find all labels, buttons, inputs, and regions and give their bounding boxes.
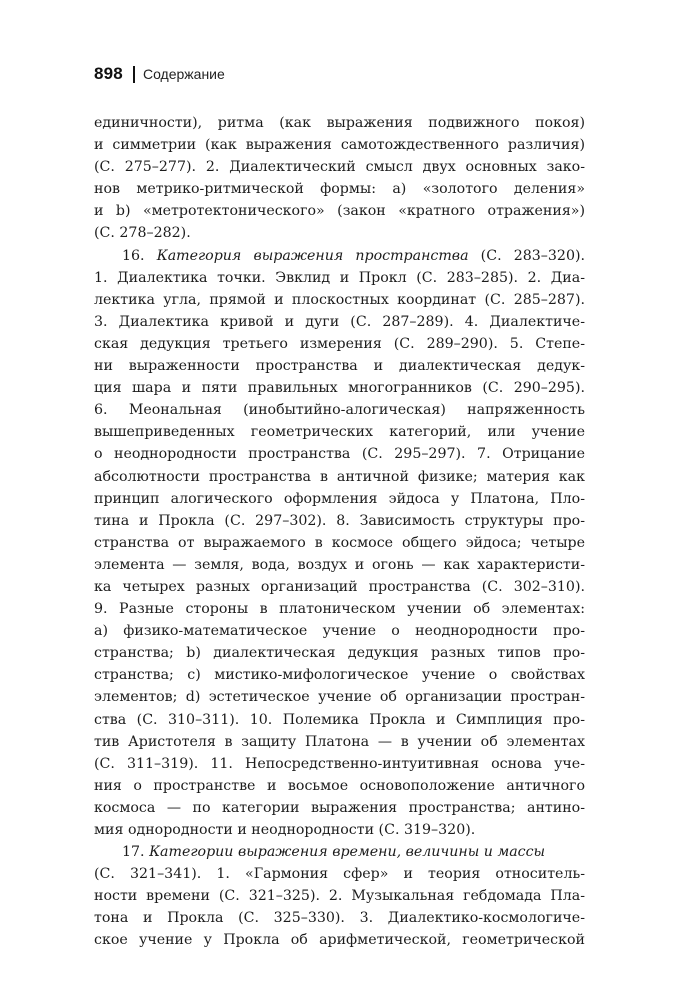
text-line: 9. Разные стороны в платоническом учении об элементах: xyxy=(94,601,585,618)
text-line: элементов; d) эстетическое учение об организации простран- xyxy=(94,689,585,706)
text-line: лектика угла, прямой и плоскостных координат (С. 285–287). xyxy=(94,291,585,308)
text-line: (С. 321–341). 1. «Гармония сфер» и теория относитель- xyxy=(94,866,585,883)
page-number: 898 xyxy=(94,64,123,83)
text-line: абсолютности пространства в античной физике; материя как xyxy=(94,468,585,485)
text-line: тина и Прокла (С. 297–302). 8. Зависимость структуры про- xyxy=(94,512,585,529)
text-line: (С. 311–319). 11. Непосредственно-интуитивная основа уче- xyxy=(94,755,585,772)
section-title: Категория выражения пространства xyxy=(156,247,469,264)
section-title: Категории выражения времени, величины и массы xyxy=(149,844,546,861)
text-line: ка четырех разных организаций пространства (С. 302–310). xyxy=(94,578,585,595)
text-line: ния о пространстве и восьмое основоположение античного xyxy=(94,777,585,794)
text-line: элемента — земля, вода, воздух и огонь — как характеристи- xyxy=(94,556,585,573)
text-line: принцип алогического оформления эйдоса у Платона, Пло- xyxy=(94,490,585,507)
text-line: ция шара и пяти правильных многогранников (С. 290–295). xyxy=(94,380,585,397)
text-line: странства от выражаемого в космосе общего эйдоса; четыре xyxy=(94,534,585,551)
text-line: (С. 278–282). xyxy=(94,225,191,242)
text-line: ства (С. 310–311). 10. Полемика Прокла и Симплиция про- xyxy=(94,711,585,728)
body-text xyxy=(94,112,585,952)
text-line: космоса — по категории выражения пространства; антино- xyxy=(94,799,585,816)
text-line: тив Аристотеля в защиту Платона — в учении об элементах xyxy=(94,733,585,750)
text-line: странства; b) диалектическая дедукция разных типов про- xyxy=(94,645,585,662)
text-line: (С. 275–277). 2. Диалектический смысл двух основных зако- xyxy=(94,159,585,176)
header-divider xyxy=(133,66,135,83)
text-line: мия однородности и неоднородности (С. 319–320). xyxy=(94,822,476,838)
text-line: и симметрии (как выражения самотождественного различия) xyxy=(94,137,585,154)
section-pages: (С. 283–320). xyxy=(468,247,585,264)
text-line: и b) «метротектонического» (закон «кратного отражения») xyxy=(94,203,585,220)
section-number: 17. xyxy=(122,844,150,861)
text-line: ская дедукция третьего измерения (С. 289–290). 5. Степе- xyxy=(94,335,585,352)
text-line: о неоднородности пространства (С. 295–297). 7. Отрицание xyxy=(94,446,585,463)
text-line: вышеприведенных геометрических категорий, или учение xyxy=(94,424,585,441)
text-line: 3. Диалектика кривой и дуги (С. 287–289). 4. Диалектиче- xyxy=(94,313,585,330)
text-line: 6. Меональная (инобытийно-алогическая) напряженность xyxy=(94,402,585,419)
text-line: ни выраженности пространства и диалектическая дедук- xyxy=(94,358,585,375)
text-line: тона и Прокла (С. 325–330). 3. Диалектико-космологиче- xyxy=(94,910,585,927)
text-line: ности времени (С. 321–325). 2. Музыкальная гебдомада Пла- xyxy=(94,888,585,905)
section-heading-line xyxy=(94,245,585,267)
page-header xyxy=(94,60,225,88)
text-line: странства; c) мистико-мифологическое учение о свойствах xyxy=(94,667,585,684)
text-line: нов метрико-ритмической формы: а) «золотого деления» xyxy=(94,181,585,198)
text-line: единичности), ритма (как выражения подвижного покоя) xyxy=(94,115,585,131)
text-line: ское учение у Прокла об арифметической, геометрической xyxy=(94,932,585,949)
running-title: Содержание xyxy=(142,66,225,82)
section-number: 16. xyxy=(122,247,157,264)
text-line: 1. Диалектика точки. Эвклид и Прокл (С. 283–285). 2. Диа- xyxy=(94,269,585,286)
text-line: a) физико-математическое учение о неоднородности про- xyxy=(94,623,585,640)
section-heading-line xyxy=(94,841,585,863)
